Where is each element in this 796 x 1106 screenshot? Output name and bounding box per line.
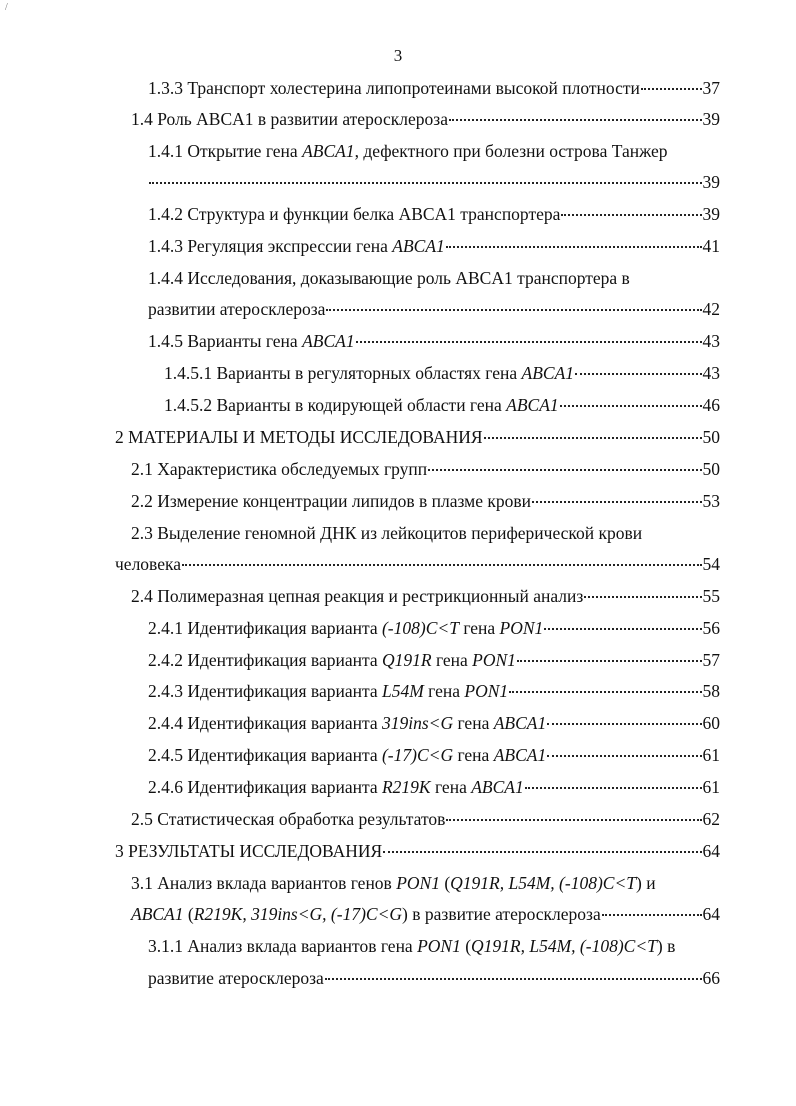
- dot-leader: [326, 309, 701, 311]
- dot-leader: [561, 214, 701, 216]
- toc-entry-2-3-line2[interactable]: человека 54: [115, 554, 720, 574]
- toc-entry-1-3-3[interactable]: 1.3.3 Транспорт холестерина липопротеинами высокой плотности 37: [148, 78, 720, 98]
- dot-leader: [525, 787, 702, 789]
- toc-entry-3[interactable]: 3 РЕЗУЛЬТАТЫ ИССЛЕДОВАНИЯ 64: [115, 841, 720, 861]
- dot-leader: [449, 119, 702, 121]
- dot-leader: [532, 501, 702, 503]
- dot-leader: [602, 914, 702, 916]
- toc-entry-1-4-1-line2[interactable]: 39: [148, 170, 720, 194]
- toc-entry-1-4-4-line1[interactable]: 1.4.4 Исследования, доказывающие роль ABCA1 транспортера в: [148, 268, 630, 288]
- toc-entry-2[interactable]: 2 МАТЕРИАЛЫ И МЕТОДЫ ИССЛЕДОВАНИЯ 50: [115, 427, 720, 447]
- dot-leader: [325, 978, 702, 980]
- dot-leader: [544, 628, 701, 630]
- dot-leader: [641, 88, 702, 90]
- toc-entry-1-4-2[interactable]: 1.4.2 Структура и функции белка ABCA1 транспортера 39: [148, 204, 720, 224]
- toc-entry-3-1-1-line1[interactable]: 3.1.1 Анализ вклада вариантов гена PON1 (Q191R, L54M, (-108)C<T) в: [148, 936, 676, 956]
- toc-entry-2-4-6[interactable]: 2.4.6 Идентификация варианта R219K гена ABCA1 61: [148, 777, 720, 797]
- toc-entry-2-2[interactable]: 2.2 Измерение концентрации липидов в плазме крови 53: [131, 491, 720, 511]
- toc-entry-1-4[interactable]: 1.4 Роль ABCA1 в развитии атеросклероза 39: [131, 109, 720, 129]
- dot-leader: [446, 819, 701, 821]
- dot-leader: [182, 564, 702, 566]
- toc-entry-2-4[interactable]: 2.4 Полимеразная цепная реакция и рестрикционный анализ 55: [131, 586, 720, 606]
- toc-entry-2-1[interactable]: 2.1 Характеристика обследуемых групп 50: [131, 459, 720, 479]
- toc-entry-3-1-line2[interactable]: ABCA1 (R219K, 319ins<G, (-17)C<G) в развитие атеросклероза 64: [131, 904, 720, 924]
- dot-leader: [428, 469, 701, 471]
- page-number: 3: [393, 46, 403, 65]
- toc-entry-3-1-1-line2[interactable]: развитие атеросклероза 66: [148, 968, 720, 988]
- toc-entry-1-4-1-line1[interactable]: 1.4.1 Открытие гена ABCA1, дефектного при болезни острова Танжер: [148, 141, 668, 161]
- toc-entry-1-4-5-2[interactable]: 1.4.5.2 Варианты в кодирующей области гена ABCA1 46: [164, 395, 720, 415]
- toc-entry-2-4-2[interactable]: 2.4.2 Идентификация варианта Q191R гена PON1 57: [148, 650, 720, 670]
- toc-entry-2-3-line1[interactable]: 2.3 Выделение геномной ДНК из лейкоцитов периферической крови: [131, 523, 643, 543]
- dot-leader: [517, 660, 702, 662]
- toc-entry-1-4-5[interactable]: 1.4.5 Варианты гена ABCA1 43: [148, 331, 720, 351]
- dot-leader: [584, 596, 701, 598]
- dot-leader: [547, 755, 701, 757]
- dot-leader: [547, 723, 701, 725]
- toc-entry-2-5[interactable]: 2.5 Статистическая обработка результатов 62: [131, 809, 720, 829]
- dot-leader: [383, 851, 701, 853]
- dot-leader: [560, 405, 702, 407]
- dot-leader: [356, 341, 702, 343]
- dot-leader: [149, 182, 702, 184]
- toc-entry-1-4-5-1[interactable]: 1.4.5.1 Варианты в регуляторных областях гена ABCA1 43: [164, 363, 720, 383]
- dot-leader: [484, 437, 702, 439]
- toc-entry-3-1-line1[interactable]: 3.1 Анализ вклада вариантов генов PON1 (Q191R, L54M, (-108)C<T) и: [131, 873, 656, 893]
- toc-entry-2-4-5[interactable]: 2.4.5 Идентификация варианта (-17)C<G гена ABCA1 61: [148, 745, 720, 765]
- dot-leader: [575, 373, 701, 375]
- toc-entry-2-4-4[interactable]: 2.4.4 Идентификация варианта 319ins<G гена ABCA1 60: [148, 713, 720, 733]
- toc-entry-1-4-3[interactable]: 1.4.3 Регуляция экспрессии гена ABCA1 41: [148, 236, 720, 256]
- toc-entry-2-4-3[interactable]: 2.4.3 Идентификация варианта L54M гена PON1 58: [148, 681, 720, 701]
- toc-entry-2-4-1[interactable]: 2.4.1 Идентификация варианта (-108)C<T гена PON1 56: [148, 618, 720, 638]
- dot-leader: [446, 246, 702, 248]
- dot-leader: [509, 691, 701, 693]
- scan-mark: /: [5, 2, 8, 13]
- toc-entry-1-4-4-line2[interactable]: развитии атеросклероза 42: [148, 299, 720, 319]
